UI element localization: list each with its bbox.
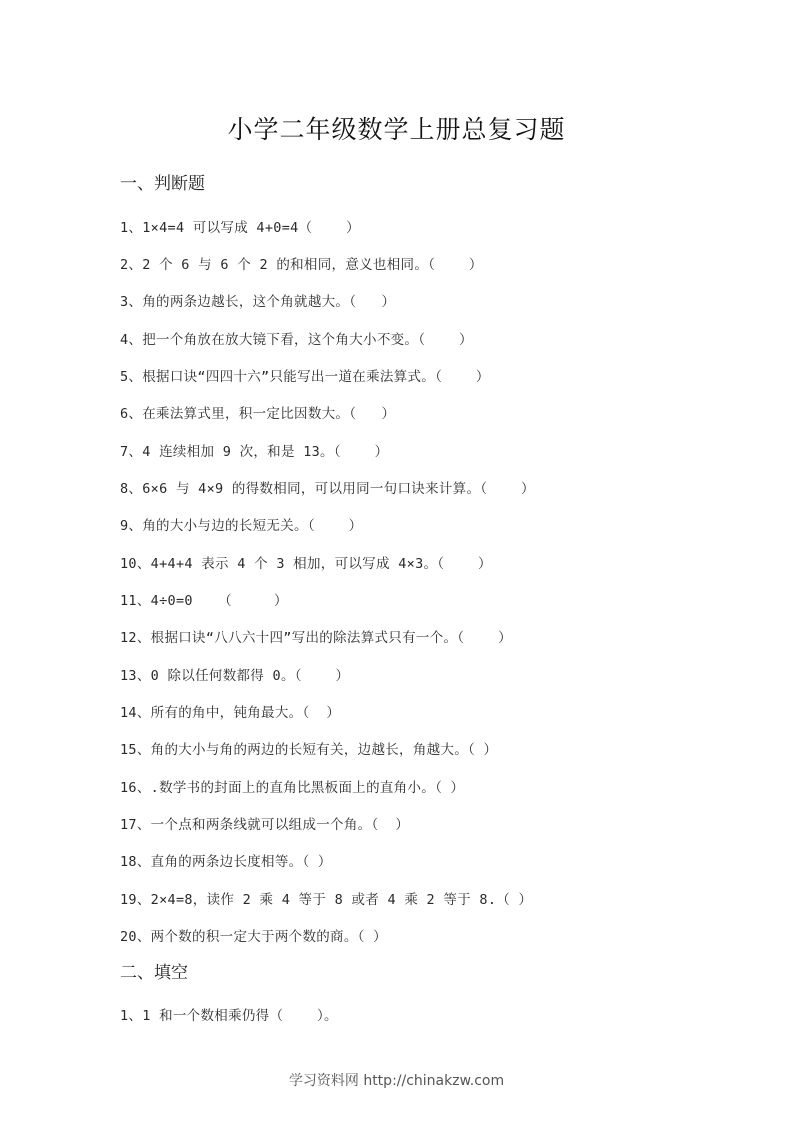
question-item: 17、一个点和两条线就可以组成一个角。（ ）: [120, 817, 410, 833]
question-item: 18、直角的两条边长度相等。（ ）: [120, 854, 332, 870]
question-item: 6、在乘法算式里，积一定比因数大。（ ）: [120, 406, 396, 422]
question-item: 10、4+4+4 表示 4 个 3 相加，可以写成 4×3。（ ）: [120, 556, 492, 572]
question-item: 3、角的两条边越长，这个角就越大。（ ）: [120, 294, 396, 310]
question-item: 20、两个数的积一定大于两个数的商。（ ）: [120, 929, 387, 945]
question-item: 5、根据口诀“四四十六”只能写出一道在乘法算式。（ ）: [120, 369, 490, 385]
question-item: 12、根据口诀“八八六十四”写出的除法算式只有一个。（ ）: [120, 630, 512, 646]
section-heading-fill-in: 二、填空: [120, 963, 188, 983]
question-item: 4、把一个角放在放大镜下看，这个角大小不变。（ ）: [120, 332, 473, 348]
section-heading-judgement: 一、判断题: [120, 174, 205, 194]
question-item: 1、1×4=4 可以写成 4+0=4（ ）: [120, 220, 360, 236]
question-item: 9、角的大小与边的长短无关。（ ）: [120, 518, 363, 534]
footer-source-link[interactable]: 学习资料网 http://chinakzw.com: [288, 1073, 505, 1089]
question-item: 11、4÷0=0 （ ）: [120, 593, 288, 609]
question-item: 2、2 个 6 与 6 个 2 的和相同，意义也相同。（ ）: [120, 257, 483, 273]
page-title: 小学二年级数学上册总复习题: [227, 115, 566, 144]
question-item: 15、角的大小与角的两边的长短有关，边越长，角越大。（ ）: [120, 742, 498, 758]
question-item: 13、0 除以任何数都得 0。（ ）: [120, 668, 350, 684]
question-item: 7、4 连续相加 9 次，和是 13。（ ）: [120, 444, 389, 460]
question-item: 16、.数学书的封面上的直角比黑板面上的直角小。（ ）: [120, 780, 465, 796]
question-item: 19、2×4=8，读作 2 乘 4 等于 8 或者 4 乘 2 等于 8.（ ）: [120, 892, 533, 908]
question-item: 1、1 和一个数相乘仍得（ ）。: [120, 1008, 338, 1024]
question-item: 14、所有的角中，钝角最大。（ ）: [120, 705, 341, 721]
question-item: 8、6×6 与 4×9 的得数相同，可以用同一句口诀来计算。（ ）: [120, 481, 535, 497]
